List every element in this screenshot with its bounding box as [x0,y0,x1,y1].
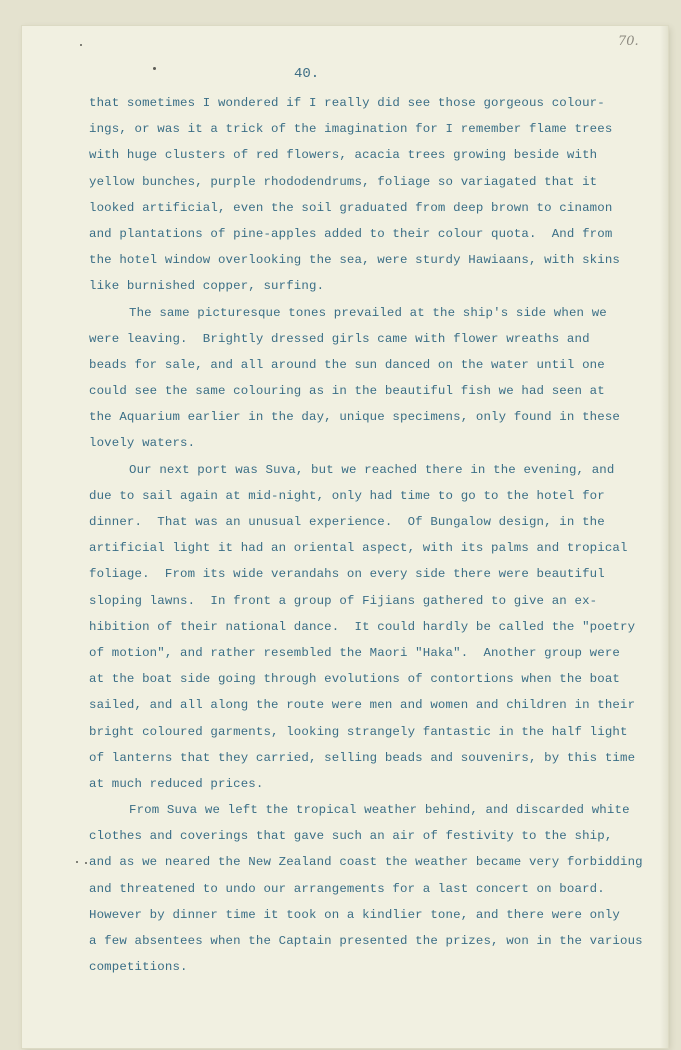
text-line: ings, or was it a trick of the imagination for I remember flame trees [89,122,613,137]
text-line: and threatened to undo our arrangements for a last concert on board. [89,881,605,896]
text-line: like burnished copper, surfing. [89,279,325,294]
text-line: at much reduced prices. [89,776,264,791]
text-line: competitions. [89,960,188,975]
text-line: that sometimes I wondered if I really did see those gorgeous colour- [89,96,605,110]
text-line: the Aquarium earlier in the day, unique specimens, only found in these [89,410,620,425]
text-line: beads for sale, and all around the sun danced on the water until one [89,357,605,372]
text-line: foliage. From its wide verandahs on every side there were beautiful [89,567,605,582]
pencil-folio-note: 70. [618,34,639,49]
text-line: looked artificial, even the soil graduated from deep brown to cinamon [89,200,613,215]
typed-page [22,26,668,1048]
text-line: clothes and coverings that gave such an air of festivity to the ship, [89,829,613,844]
text-line: were leaving. Brightly dressed girls came with flower wreaths and [89,331,590,346]
text-line: sloping lawns. In front a group of Fijians gathered to give an ex- [89,593,598,608]
text-line: could see the same colouring as in the beautiful fish we had seen at [89,384,605,399]
text-line: yellow bunches, purple rhododendrums, foliage so variagated that it [89,174,598,189]
text-line: the hotel window overlooking the sea, were sturdy Hawiaans, with skins [89,253,620,268]
paper-speck [153,67,156,70]
paper-speck [80,44,82,46]
paper-speck [76,861,78,863]
text-line: The same picturesque tones prevailed at the ship's side when we [129,305,607,320]
text-line: dinner. That was an unusual experience. Of Bungalow design, in the [89,515,605,529]
typed-body-text [89,90,669,980]
text-line: a few absentees when the Captain presented the prizes, won in the various [89,934,643,948]
text-line: From Suva we left the tropical weather behind, and discarded white [129,803,630,818]
page-number: 40. [294,66,320,82]
text-line: lovely waters. [89,436,196,451]
text-line: of lanterns that they carried, selling beads and souvenirs, by this time [89,750,636,765]
text-line: hibition of their national dance. It could hardly be called the "poetry [89,619,636,634]
paper-speck [85,862,87,864]
text-line: bright coloured garments, looking strangely fantastic in the half light [89,724,628,739]
text-line: artificial light it had an oriental aspect, with its palms and tropical [89,541,628,556]
text-line: at the boat side going through evolutions of contortions when the boat [89,672,620,687]
text-line: with huge clusters of red flowers, acacia trees growing beside with [89,148,598,163]
text-line: However by dinner time it took on a kindlier tone, and there were only [89,907,620,922]
text-line: and plantations of pine-apples added to their colour quota. And from [89,226,613,241]
text-line: Our next port was Suva, but we reached there in the evening, and [129,462,615,477]
text-line: due to sail again at mid-night, only had time to go to the hotel for [89,488,605,503]
text-line: of motion", and rather resembled the Maori "Haka". Another group were [89,645,620,660]
text-line: sailed, and all along the route were men and women and children in their [89,698,636,713]
text-line: and as we neared the New Zealand coast the weather became very forbidding [89,855,643,870]
